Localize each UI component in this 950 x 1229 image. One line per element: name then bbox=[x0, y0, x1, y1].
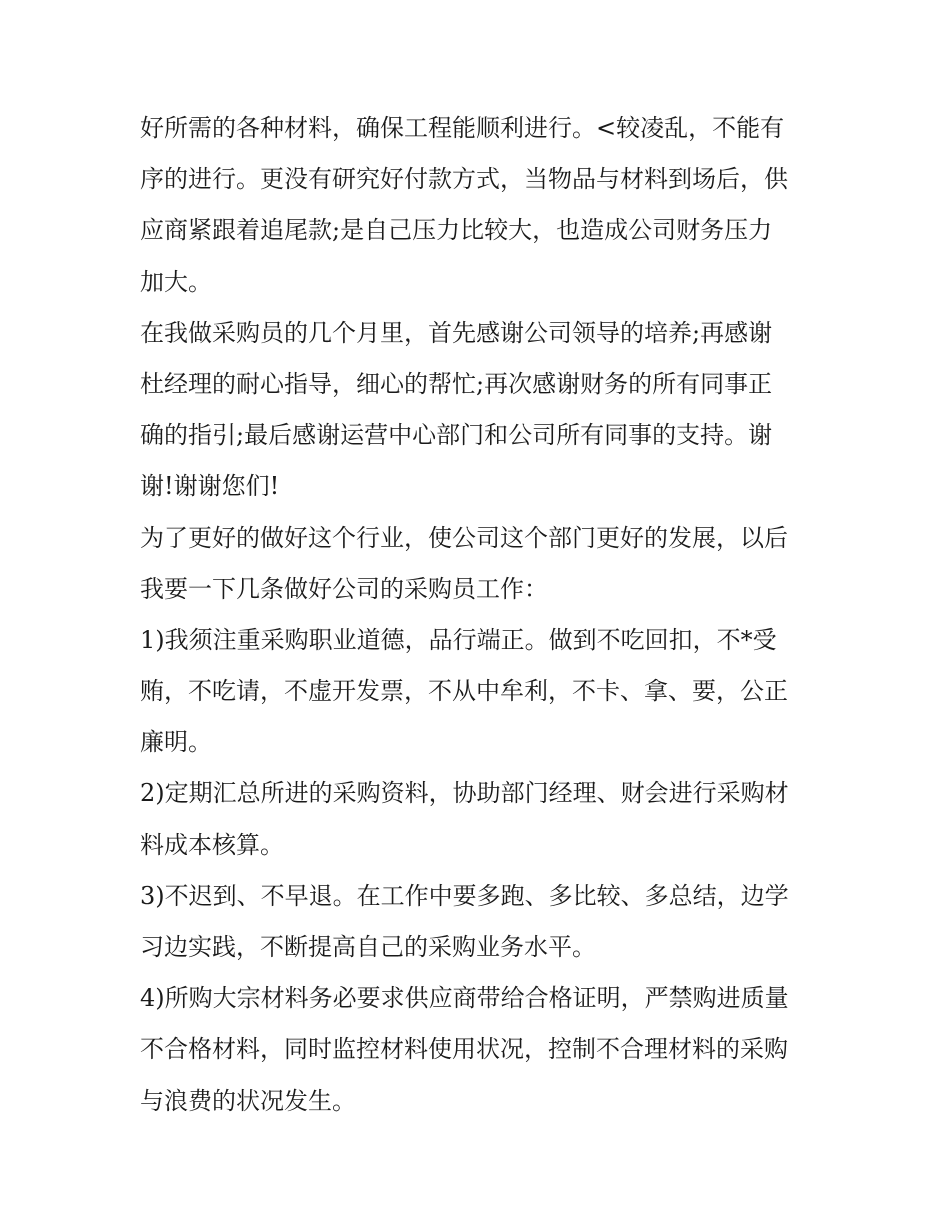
text-line-3: 应商紧跟着追尾款;是自己压力比较大，也造成公司财务压力 bbox=[140, 216, 773, 245]
text-line-12: 贿，不吃请，不虚开发票，不从中牟利，不卡、拿、要，公正 bbox=[140, 677, 788, 706]
text-line-19: 不合格材料，同时监控材料使用状况，控制不合理材料的采购 bbox=[140, 1035, 788, 1064]
text-line-15: 料成本核算。 bbox=[140, 830, 284, 859]
text-line-11: 1)我须注重采购职业道德，品行端正。做到不吃回扣，不*受 bbox=[140, 625, 777, 654]
text-line-9: 为了更好的做好这个行业，使公司这个部门更好的发展，以后 bbox=[140, 523, 788, 552]
text-line-2: 序的进行。更没有研究好付款方式，当物品与材料到场后，供 bbox=[140, 165, 788, 194]
text-line-14: 2)定期汇总所进的采购资料，协助部门经理、财会进行采购材 bbox=[140, 779, 789, 808]
text-line-5: 在我做采购员的几个月里，首先感谢公司领导的培养;再感谢 bbox=[140, 318, 773, 347]
text-line-4: 加大。 bbox=[140, 267, 212, 296]
text-line-8: 谢!谢谢您们! bbox=[140, 472, 280, 501]
text-line-16: 3)不迟到、不早退。在工作中要多跑、多比较、多总结，边学 bbox=[140, 881, 789, 910]
text-line-18: 4)所购大宗材料务必要求供应商带给合格证明，严禁购进质量 bbox=[140, 984, 789, 1013]
document-body bbox=[140, 103, 820, 1127]
text-line-1: 好所需的各种材料，确保工程能顺利进行。<较凌乱，不能有 bbox=[140, 114, 785, 142]
text-line-20: 与浪费的状况发生。 bbox=[140, 1086, 356, 1115]
text-line-7: 确的指引;最后感谢运营中心部门和公司所有同事的支持。谢 bbox=[140, 421, 773, 450]
text-line-17: 习边实践，不断提高自己的采购业务水平。 bbox=[140, 933, 596, 961]
text-line-6: 杜经理的耐心指导，细心的帮忙;再次感谢财务的所有同事正 bbox=[140, 369, 773, 398]
text-line-10: 我要一下几条做好公司的采购员工作： bbox=[140, 574, 548, 603]
text-line-13: 廉明。 bbox=[140, 728, 212, 757]
